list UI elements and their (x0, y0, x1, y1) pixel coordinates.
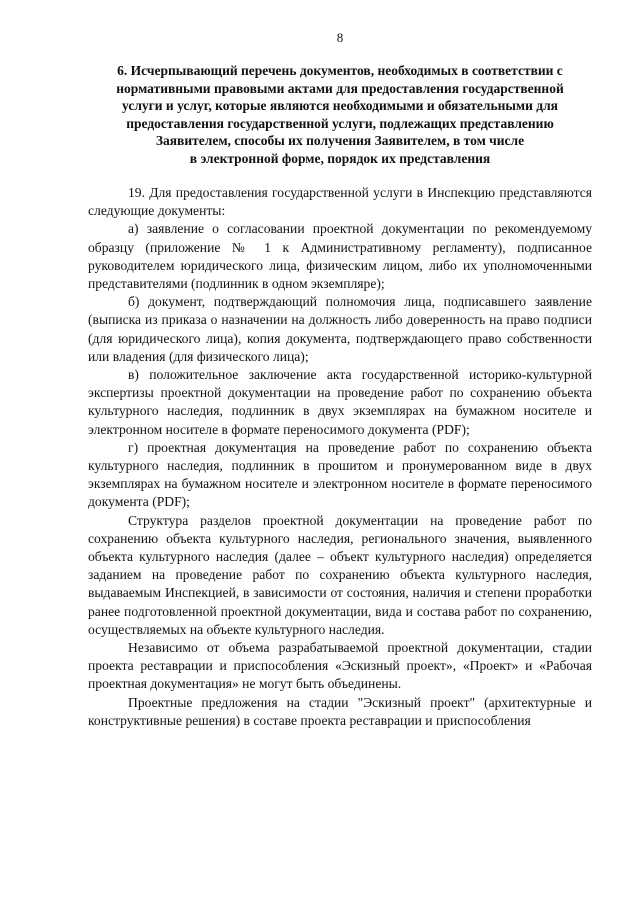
paragraph-item-b: б) документ, подтверждающий полномочия лица, подписавшего заявление (выписка из приказа о назначении на должность либо доверенность на право подписи (для юридического лица), копия документа, подтверждающего право собственности или владения (для физического лица); (88, 294, 592, 364)
paragraph-structure: Структура разделов проектной документации на проведение работ по сохранению объекта культурного наследия, регионального значения, выявленного объекта культурного наследия (далее – объект культурного наследия) определяется заданием на проведение работ по сохранению объекта культурного наследия, выдаваемым Инспекцией, в зависимости от состояния, наличия и степени проработки ранее подготовленной проектной документации, вида и состава работ по сохранению, осуществляемых на объекте культурного наследия. (88, 512, 592, 637)
paragraph-sketch-project: Проектные предложения на стадии "Эскизный проект" (архитектурные и конструктивные решения) в составе проекта реставрации и приспособления (88, 694, 592, 728)
page-number: 8 (336, 30, 344, 45)
section-heading (88, 62, 592, 167)
heading-line: Заявителем, способы их получения Заявителем, в том числе (155, 133, 525, 148)
paragraph-independence: Независимо от объема разрабатываемой проектной документации, стадии проекта реставрации и приспособления «Эскизный проект», «Проект» и «Рабочая проектная документация» не могут быть объединены. (88, 640, 592, 692)
body-text (88, 184, 592, 730)
heading-line: предоставления государственной услуги, подлежащих представлению (126, 115, 554, 131)
paragraph-item-g: г) проектная документация на проведение работ по сохранению объекта культурного наследия, подлинник в прошитом и пронумерованном виде в двух экземплярах на бумажном носителе и электронном носителе в формате переносимого документа (PDF); (88, 439, 592, 510)
paragraph-19-intro: 19. Для предоставления государственной услуги в Инспекцию представляются следующие документы: (88, 185, 592, 219)
paragraph-item-a: а) заявление о согласовании проектной документации по рекомендуемому образцу (приложение № 1 к Административному регламенту), подписанное руководителем юридического лица, физическим лицом, либо их уполномоченными представителями (подлинник в одном экземпляре); (88, 221, 592, 292)
heading-line: услуги и услуг, которые являются необходимыми и обязательными для (122, 98, 558, 113)
heading-line: в электронной форме, порядок их представления (189, 150, 491, 166)
heading-line: 6. Исчерпывающий перечень документов, необходимых в соответствии с (117, 63, 563, 78)
heading-line: нормативными правовыми актами для предоставления государственной (116, 80, 564, 96)
paragraph-item-v: в) положительное заключение акта государственной историко-культурной экспертизы проектной документации на проведение работ по сохранению объекта культурного наследия, подлинник в двух экземплярах на бумажном носителе и электронном носителе в формате переносимого документа (PDF); (88, 367, 592, 437)
